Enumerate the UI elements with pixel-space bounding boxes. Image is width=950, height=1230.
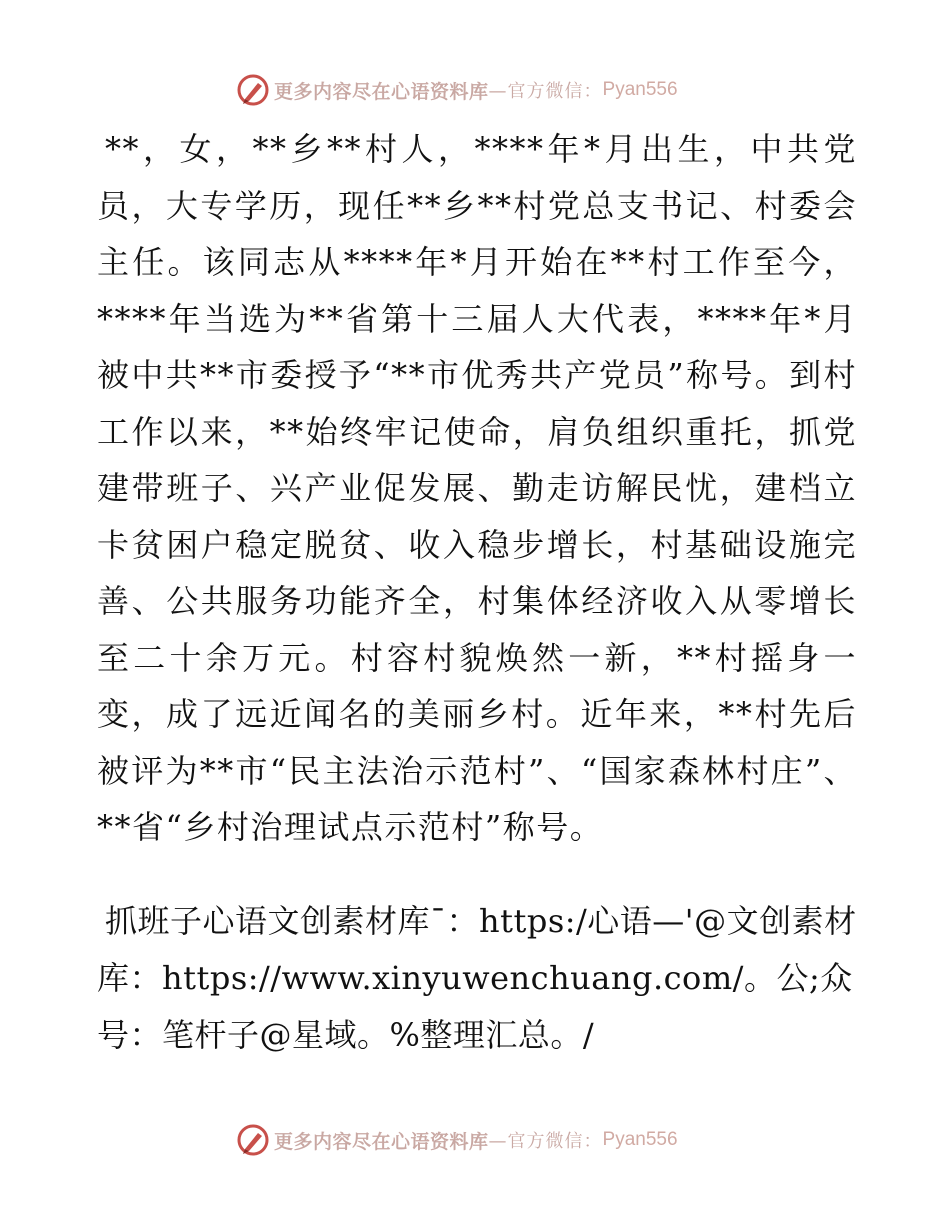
- wechat-id: Pyan556: [602, 1129, 678, 1150]
- wechat-id: Pyan556: [602, 79, 678, 100]
- pen-logo-icon: [236, 73, 270, 107]
- brand-text: 更多内容尽在心语资料库: [274, 80, 489, 103]
- footer-watermark-banner: [236, 1122, 678, 1158]
- official-wechat-label: —官方微信：: [488, 1131, 603, 1152]
- pen-logo-icon: [236, 1123, 270, 1157]
- brand-text: 更多内容尽在心语资料库: [274, 1130, 489, 1153]
- source-note-paragraph: 抓班子心语文创素材库¯：https:/心语—'@文创素材库：https://www.xinyuwenchuang.com/。公;众号：笔杆子@星域。%整理汇总。/: [97, 902, 857, 1054]
- official-wechat-label: —官方微信：: [488, 81, 603, 102]
- profile-paragraph: **，女，**乡**村人，****年*月出生，中共党员，大专学历，现任**乡**村党总支书记、村委会主任。该同志从****年*月开始在**村工作至今，****年当选为**省第十三届人大代表，****年*月被中共**市委授予“**市优秀共产党员”称号。到村工作以来，**始终牢记使命，肩负组织重托，抓党建带班子、兴产业促发展、勤走访解民忧，建档立卡贫困户稳定脱贫、收入稳步增长，村基础设施完善、公共服务功能齐全，村集体经济收入从零增长至二十余万元。村容村貌焕然一新，**村摇身一变，成了远近闻名的美丽乡村。近年来，**村先后被评为**市“民主法治示范村”、“国家森林村庄”、**省“乡村治理试点示范村”称号。: [97, 130, 857, 846]
- header-watermark-banner: [236, 72, 678, 108]
